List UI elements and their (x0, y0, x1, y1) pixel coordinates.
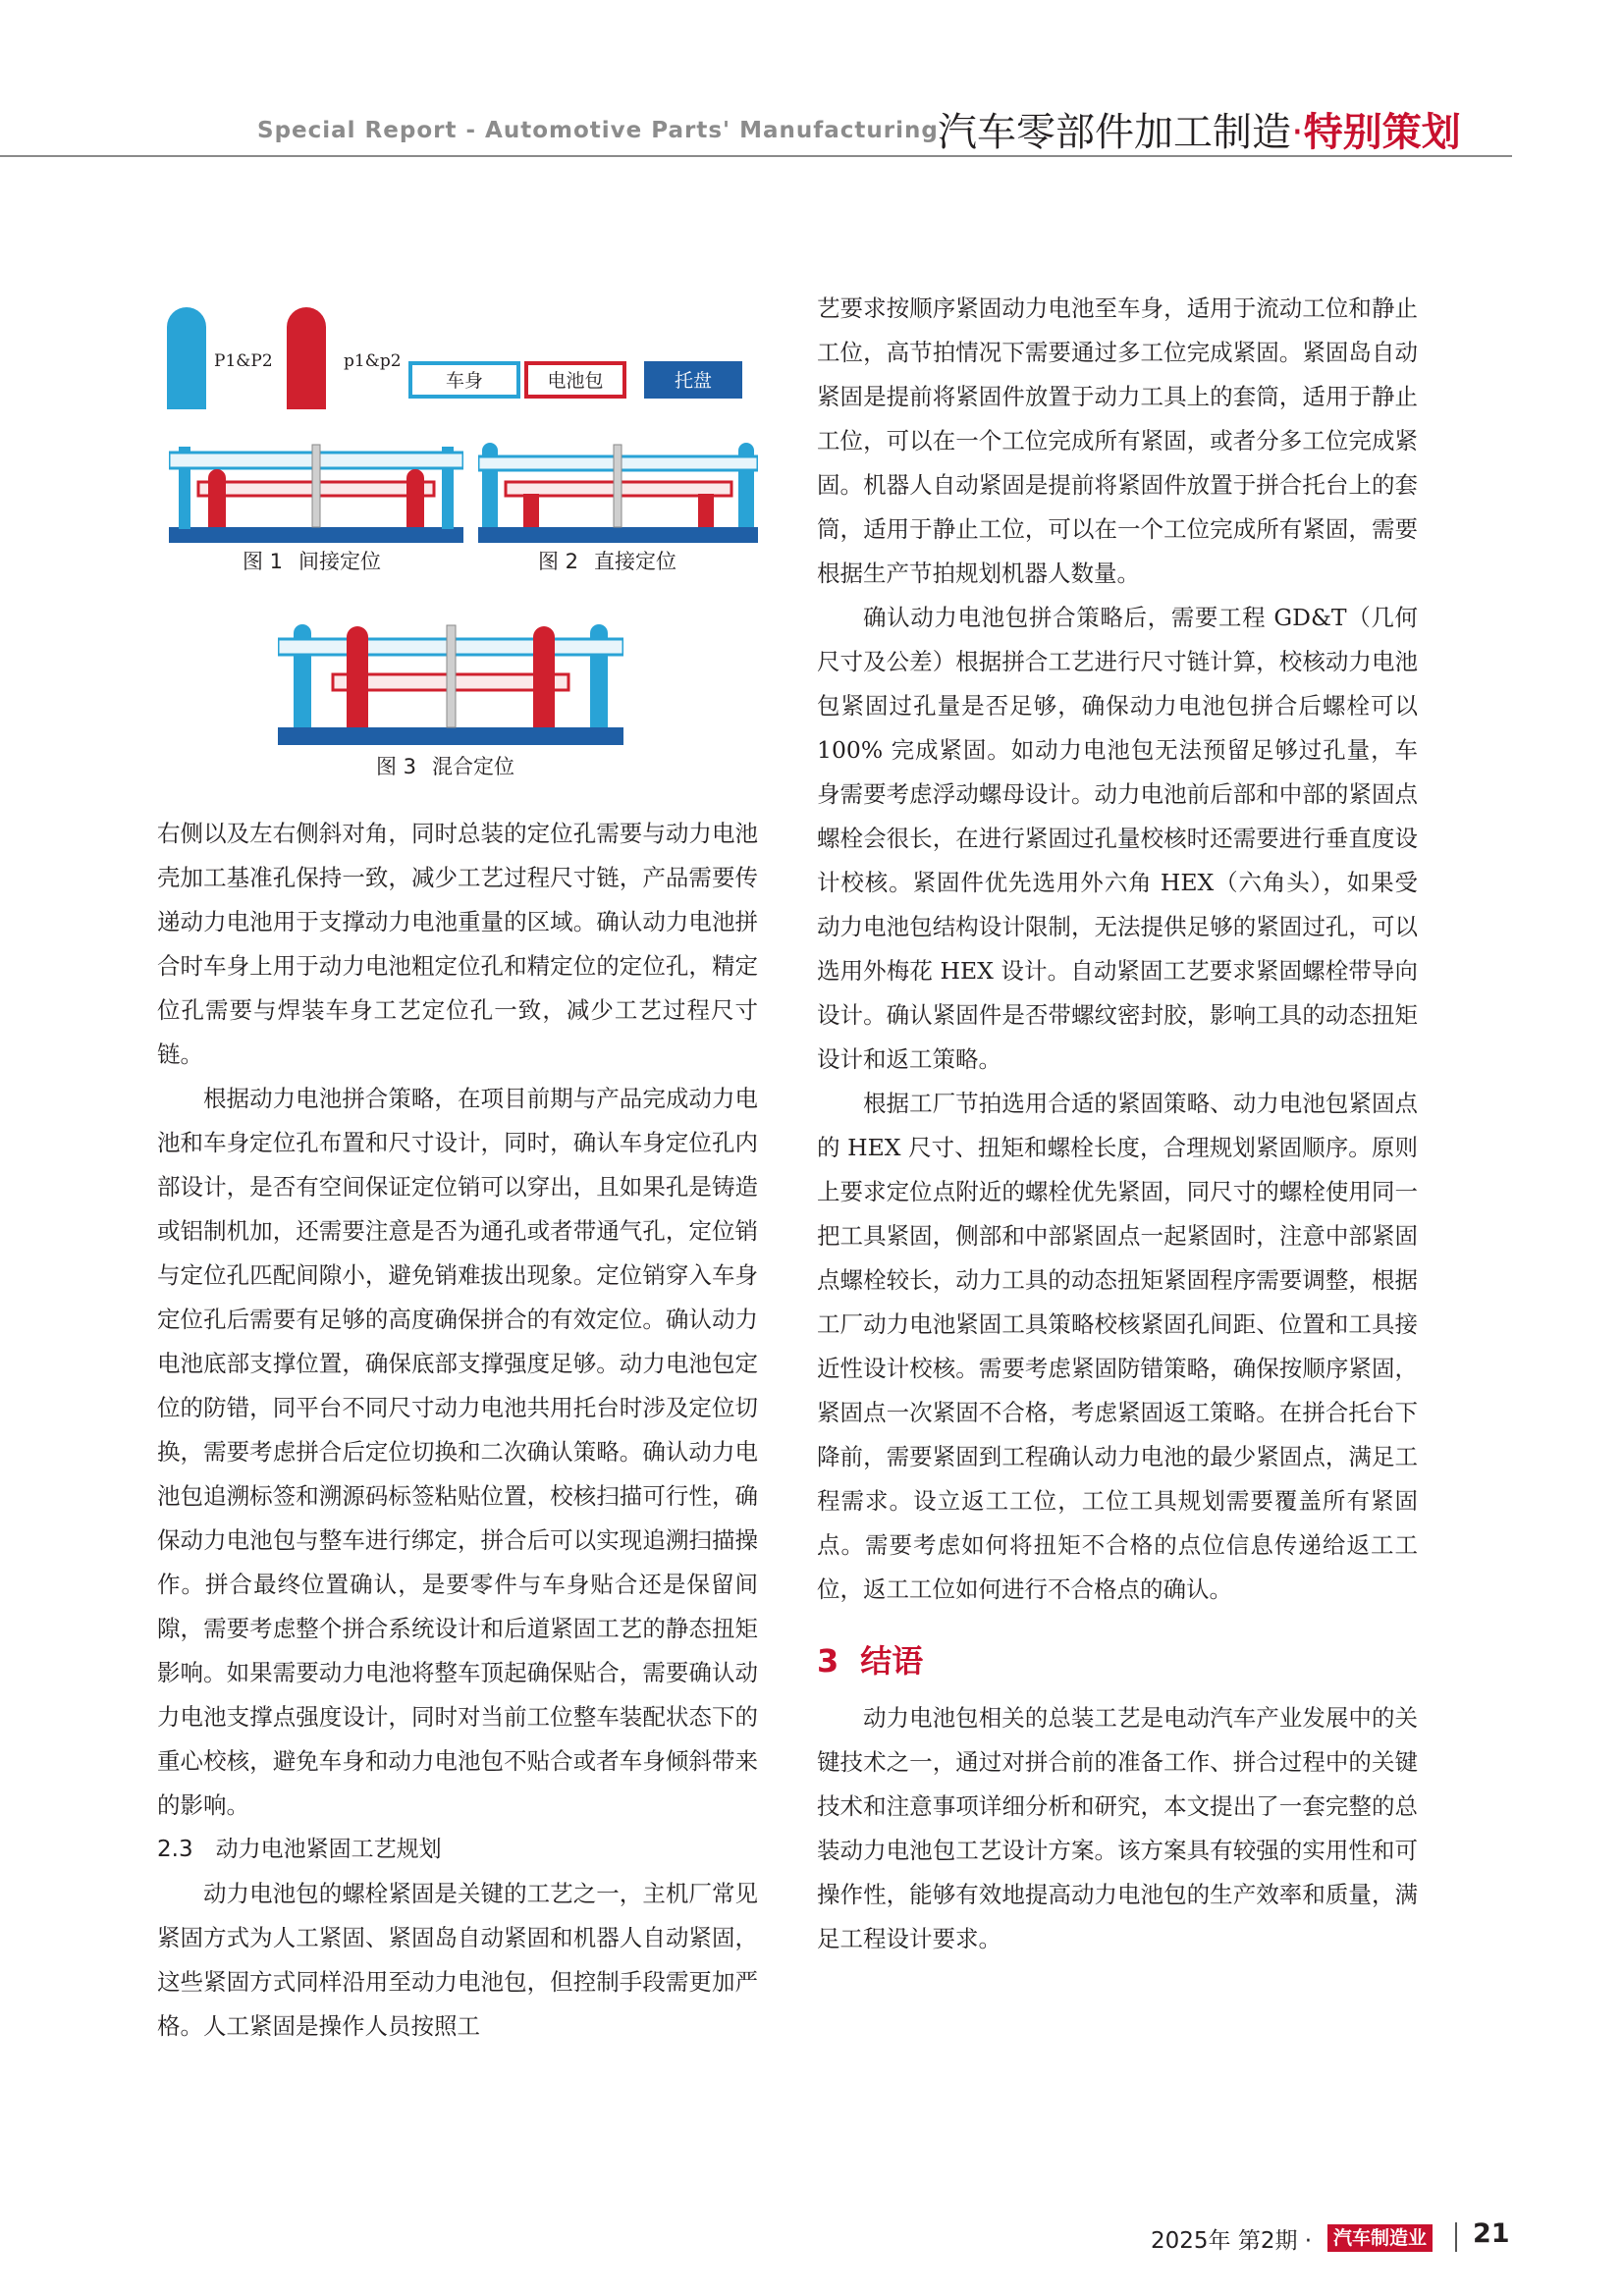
right-paragraph-2: 确认动力电池包拼合策略后，需要工程 GD&T（几何尺寸及公差）根据拼合工艺进行尺寸链计算，校核动力电池包紧固过孔量是否足够，确保动力电池包拼合后螺栓可以 100% 完成紧固。如动力电池包无法预留足够过孔量，车身需要考虑浮动螺母设计。动力电池前后部和中部的紧固点螺栓会很长，在进行紧固过孔量校核时还需要进行垂直度设计校核。紧固件优先选用外六角 HEX（六角头），如果受动力电池包结构设计限制，无法提供足够的紧固过孔，可以选用外梅花 HEX 设计。自动紧固工艺要求紧固螺栓带导向设计。确认紧固件是否带螺纹密封胶，影响工具的动态扭矩设计和返工策略。 (817, 604, 1418, 1073)
legend-battery-label: 电池包 (547, 370, 604, 392)
figure-1-caption (243, 546, 381, 575)
figure-2-diagram (478, 437, 758, 543)
figure-1-title: 间接定位 (298, 550, 382, 573)
figure-2-number: 图 2 (538, 550, 579, 573)
figure-legend (157, 299, 756, 417)
subsection-heading: 2.3 动力电池紧固工艺规划 (157, 1837, 442, 1862)
figure-3-title: 混合定位 (432, 755, 515, 778)
footer-divider (1455, 2222, 1457, 2252)
legend-pin-red-icon (287, 307, 326, 409)
figure-1-diagram (169, 437, 463, 543)
legend-pin-blue-icon (167, 307, 206, 409)
figure-2-caption (538, 546, 676, 575)
footer-issue: 2025年 第2期 · (1151, 2228, 1313, 2254)
left-paragraph-1: 右侧以及左右侧斜对角，同时总装的定位孔需要与动力电池壳加工基准孔保持一致，减少工艺过程尺寸链，产品需要传递动力电池用于支撑动力电池重量的区域。确认动力电池拼合时车身上用于动力电池粗定位孔和精定位的定位孔，精定位孔需要与焊装车身工艺定位孔一致，减少工艺过程尺寸链。 (157, 820, 758, 1068)
header-chinese-title (938, 101, 1461, 157)
figure-1-number: 图 1 (243, 550, 284, 573)
legend-body-label: 车身 (445, 370, 484, 392)
left-paragraph-3: 动力电池包的螺栓紧固是关键的工艺之一，主机厂常见紧固方式为人工紧固、紧固岛自动紧固和机器人自动紧固，这些紧固方式同样沿用至动力电池包，但控制手段需更加严格。人工紧固是操作人员按照工 (157, 1880, 758, 2040)
header-dot: · (1291, 110, 1304, 155)
footer-magazine-logo: 汽车制造业 (1327, 2224, 1433, 2252)
footer-page-number: 21 (1473, 2218, 1510, 2249)
legend-pin1-label: P1&P2 (214, 351, 273, 371)
left-paragraph-2: 根据动力电池拼合策略，在项目前期与产品完成动力电池和车身定位孔布置和尺寸设计，同时，确认车身定位孔内部设计，是否有空间保证定位销可以穿出，且如果孔是铸造或铝制机加，还需要注意是否为通孔或者带通气孔，定位销与定位孔匹配间隙小，避免销难拔出现象。定位销穿入车身定位孔后需要有足够的高度确保拼合的有效定位。确认动力电池底部支撑位置，确保底部支撑强度足够。动力电池包定位的防错，同平台不同尺寸动力电池共用托台时涉及定位切换，需要考虑拼合后定位切换和二次确认策略。确认动力电池包追溯标签和溯源码标签粘贴位置，校核扫描可行性，确保动力电池包与整车进行绑定，拼合后可以实现追溯扫描操作。拼合最终位置确认，是要零件与车身贴合还是保留间隙，需要考虑整个拼合系统设计和后道紧固工艺的静态扭矩影响。如果需要动力电池将整车顶起确保贴合，需要确认动力电池支撑点强度设计，同时对当前工位整车装配状态下的重心校核，避免车身和动力电池包不贴合或者车身倾斜带来的影响。 (157, 1085, 758, 1819)
right-paragraph-1: 艺要求按顺序紧固动力电池至车身，适用于流动工位和静止工位，高节拍情况下需要通过多工位完成紧固。紧固岛自动紧固是提前将紧固件放置于动力工具上的套筒，适用于静止工位，可以在一个工位完成所有紧固，或者分多工位完成紧固。机器人自动紧固是提前将紧固件放置于拼合托台上的套筒，适用于静止工位，可以在一个工位完成所有紧固，需要根据生产节拍规划机器人数量。 (817, 294, 1418, 587)
legend-tray-label: 托盘 (674, 370, 713, 392)
header-column-name: 汽车零部件加工制造 (938, 110, 1291, 155)
figure-3-number: 图 3 (376, 755, 417, 778)
figure-2-title: 直接定位 (594, 550, 677, 573)
header-special-label: 特别策划 (1303, 110, 1461, 155)
section-title: 结语 (860, 1642, 924, 1680)
right-column (817, 287, 1418, 1961)
figure-3-diagram (278, 615, 623, 745)
right-paragraph-3: 根据工厂节拍选用合适的紧固策略、动力电池包紧固点的 HEX 尺寸、扭矩和螺栓长度，合理规划紧固顺序。原则上要求定位点附近的螺栓优先紧固，同尺寸的螺栓使用同一把工具紧固，侧部和中部紧固点一起紧固时，注意中部紧固点螺栓较长，动力工具的动态扭矩紧固程序需要调整，根据工厂动力电池紧固工具策略校核紧固孔间距、位置和工具接近性设计校核。需要考虑紧固防错策略，确保按顺序紧固，紧固点一次紧固不合格，考虑紧固返工策略。在拼合托台下降前，需要紧固到工程确认动力电池的最少紧固点，满足工程需求。设立返工工位，工位工具规划需要覆盖所有紧固点。需要考虑如何将扭矩不合格的点位信息传递给返工工位，返工工位如何进行不合格点的确认。 (817, 1090, 1418, 1603)
right-paragraph-4: 动力电池包相关的总装工艺是电动汽车产业发展中的关键技术之一，通过对拼合前的准备工作、拼合过程中的关键技术和注意事项详细分析和研究，本文提出了一套完整的总装动力电池包工艺设计方案。该方案具有较强的实用性和可操作性，能够有效地提高动力电池包的生产效率和质量，满足工程设计要求。 (817, 1704, 1418, 1952)
header-english-title: Special Report - Automotive Parts' Manufacturing (257, 118, 939, 143)
figure-3-caption (376, 751, 514, 780)
section-number: 3 (817, 1642, 839, 1680)
section-heading (817, 1631, 1418, 1690)
legend-pin2-label: p1&p2 (344, 351, 402, 371)
header-rule (0, 155, 1512, 157)
left-column (157, 812, 758, 2049)
